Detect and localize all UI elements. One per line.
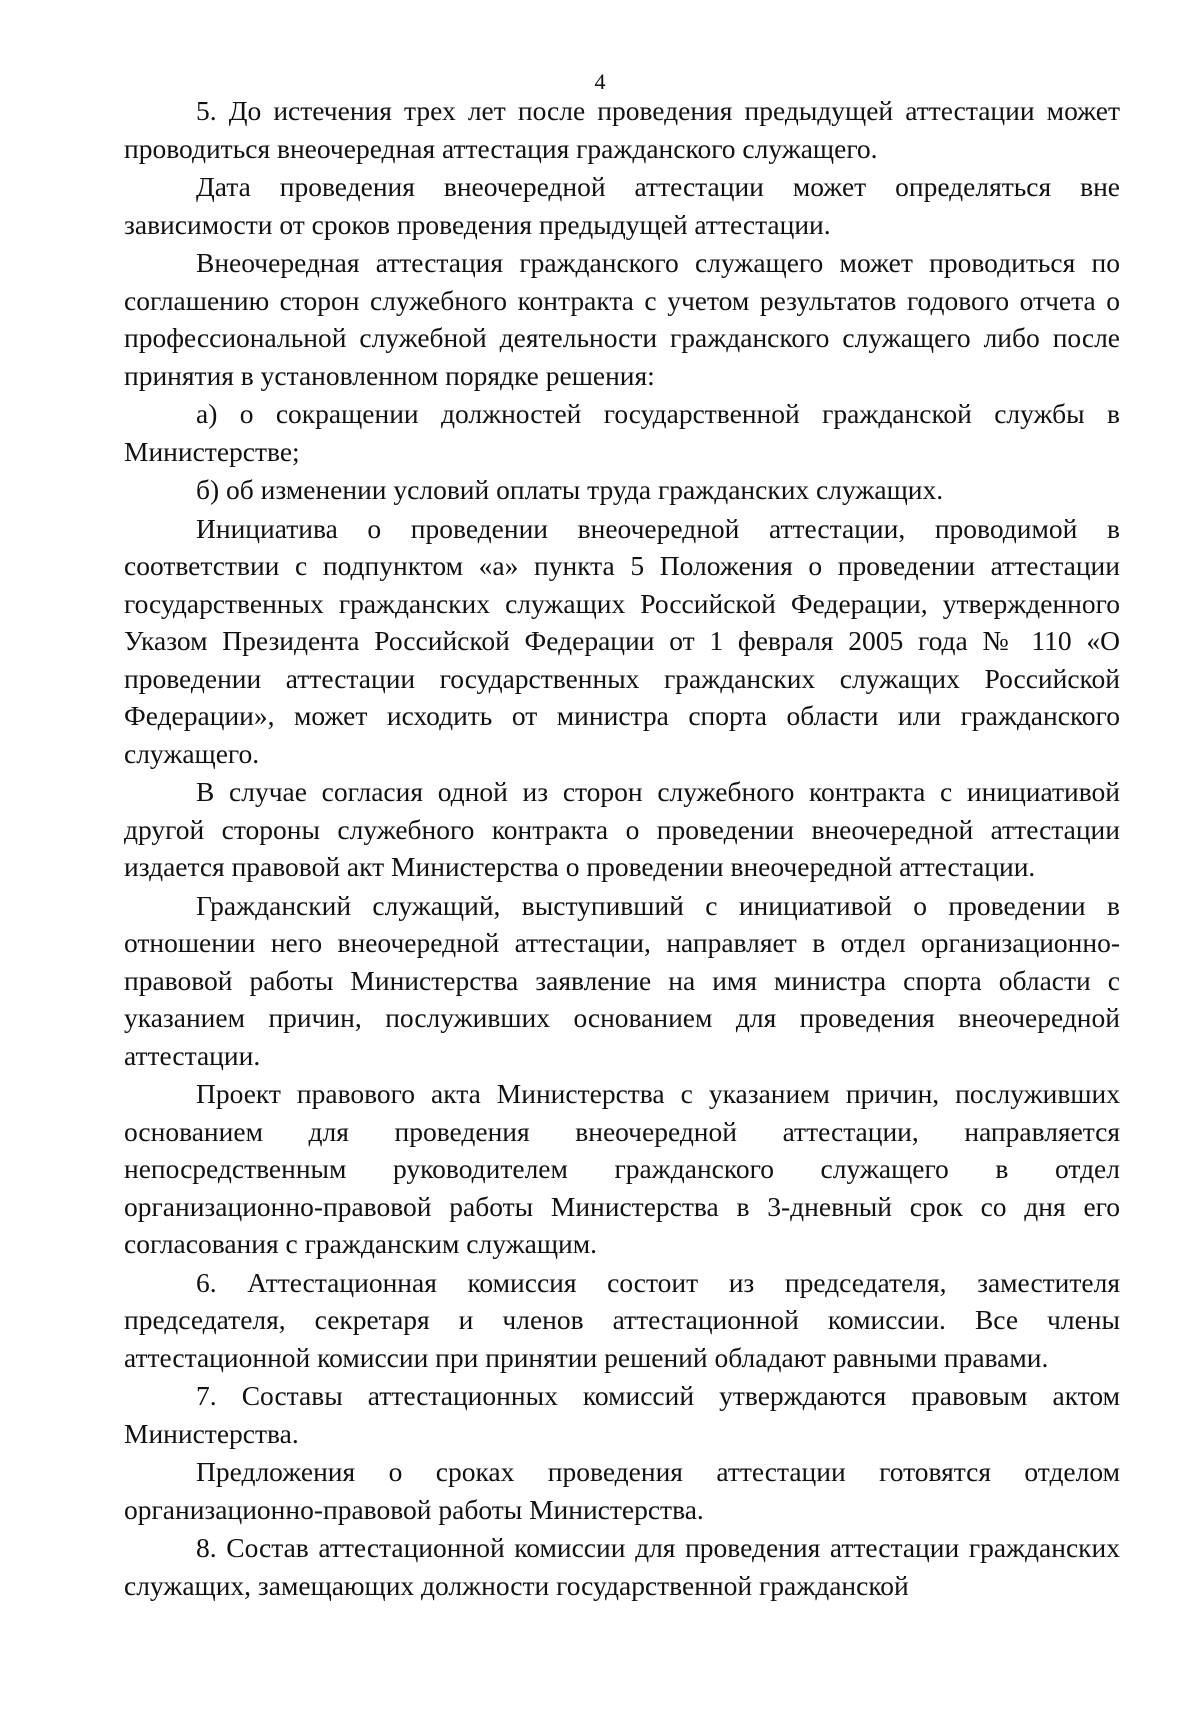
paragraph-item-b: б) об изменении условий оплаты труда гражданских служащих. bbox=[196, 474, 944, 505]
paragraph-7-commission-approval: 7. Составы аттестационных комиссий утверждаются правовым актом Министерства. bbox=[124, 1380, 1120, 1449]
paragraph-servant-application: Гражданский служащий, выступивший с инициативой о проведении в отношении него внеочередной аттестации, направляет в отдел организационно-правовой работы Министерства заявление на имя министра спорта области с указанием причин, послуживших основанием для проведения внеочередной аттестации. bbox=[124, 889, 1120, 1071]
paragraph-draft-legal-act: Проект правового акта Министерства с указанием причин, послуживших основанием для проведения внеочередной аттестации, направляется непосредственным руководителем гражданского служащего в отдел организационно-правовой работы Министерства в 3-дневный срок со дня его согласования с гражданским служащим. bbox=[124, 1078, 1120, 1259]
document-body bbox=[124, 92, 1120, 1604]
paragraph-agreement-of-parties: Внеочередная аттестация гражданского служащего может проводиться по соглашению сторон служебного контракта с учетом результатов годового отчета о профессиональной служебной деятельности гражданского служащего либо после принятия в установленном порядке решения: bbox=[124, 247, 1120, 391]
paragraph-consent-of-party: В случае согласия одной из сторон служебного контракта с инициативой другой стороны служебного контракта о проведении внеочередной аттестации издается правовой акт Министерства о проведении внеочередной аттестации. bbox=[124, 776, 1120, 882]
paragraph-initiative: Инициатива о проведении внеочередной аттестации, проводимой в соответствии с подпунктом «а» пункта 5 Положения о проведении аттестации государственных гражданских служащих Российской Федерации, утвержденного Указом Президента Российской Федерации от 1 февраля 2005 года № 110 «О проведении аттестации государственных гражданских служащих Российской Федерации», может исходить от министра спорта области или гражданского служащего. bbox=[124, 512, 1120, 769]
paragraph-proposals-timing: Предложения о сроках проведения аттестации готовятся отделом организационно-правовой работы Министерства. bbox=[124, 1456, 1120, 1525]
paragraph-8-commission-for-positions: 8. Состав аттестационной комиссии для проведения аттестации гражданских служащих, замещающих должности государственной гражданской bbox=[124, 1532, 1120, 1601]
paragraph-5-extraordinary-attestation: 5. До истечения трех лет после проведения предыдущей аттестации может проводиться внеочередная аттестация гражданского служащего. bbox=[124, 95, 1120, 164]
paragraph-attestation-date: Дата проведения внеочередной аттестации может определяться вне зависимости от сроков проведения предыдущей аттестации. bbox=[124, 171, 1120, 240]
paragraph-6-commission-composition: 6. Аттестационная комиссия состоит из председателя, заместителя председателя, секретаря и членов аттестационной комиссии. Все члены аттестационной комиссии при принятии решений обладают равными правами. bbox=[124, 1266, 1120, 1373]
page-number: 4 bbox=[594, 69, 606, 94]
paragraph-item-a: а) о сокращении должностей государственной гражданской службы в Министерстве; bbox=[124, 398, 1120, 467]
